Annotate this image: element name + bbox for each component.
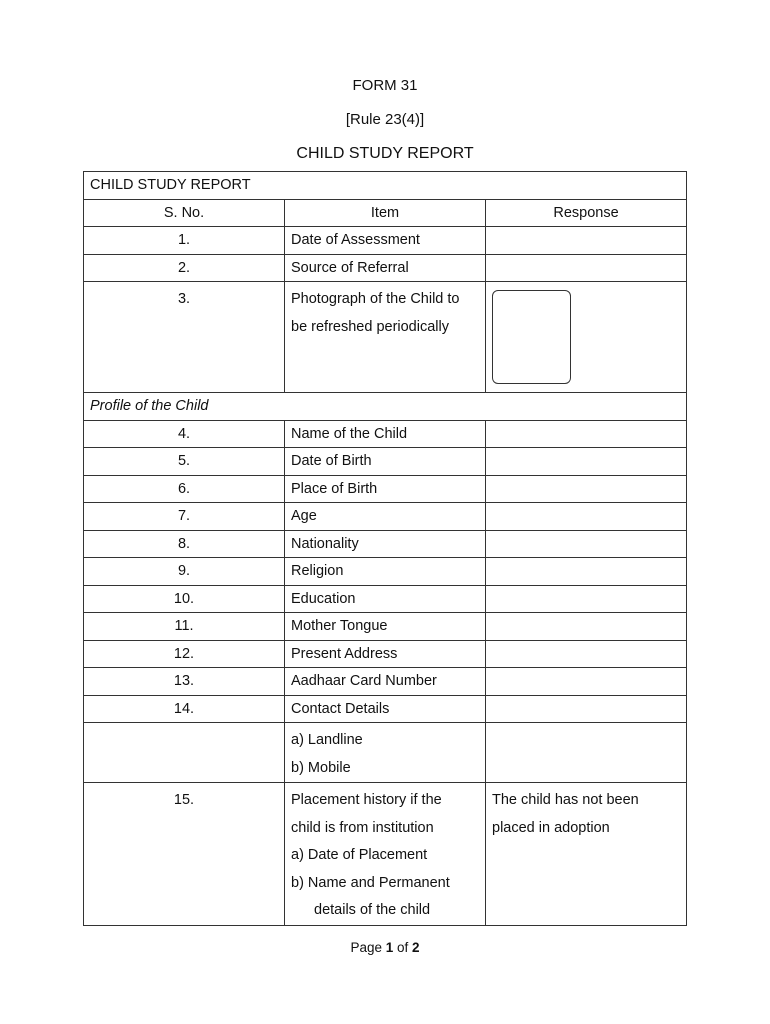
- row-item: Date of Birth: [285, 448, 486, 476]
- table-row: [84, 227, 687, 255]
- table-row: [84, 420, 687, 448]
- sub-item-mobile: b) Mobile: [291, 759, 351, 776]
- table-header-row: [84, 199, 687, 227]
- table-row-placement: [84, 783, 687, 926]
- page-title: CHILD STUDY REPORT: [296, 145, 474, 162]
- row-item: [285, 783, 486, 926]
- row-item: Education: [285, 585, 486, 613]
- row-number: 2.: [84, 254, 285, 282]
- page-footer: [0, 940, 770, 955]
- page-label: Page: [350, 940, 386, 955]
- row-item: [285, 282, 486, 393]
- response-field-present-address[interactable]: [486, 640, 687, 668]
- response-field-mother-tongue[interactable]: [486, 613, 687, 641]
- row-number: 7.: [84, 503, 285, 531]
- row-item: Religion: [285, 558, 486, 586]
- response-text: The child has not been placed in adoption: [492, 792, 639, 836]
- response-field-placement[interactable]: [486, 783, 687, 926]
- child-study-report-table: [83, 171, 687, 926]
- page-total: 2: [412, 940, 420, 955]
- response-field-education[interactable]: [486, 585, 687, 613]
- row-item-line: Placement history if the: [291, 792, 442, 808]
- table-caption-row: [84, 172, 687, 200]
- row-item: Place of Birth: [285, 475, 486, 503]
- row-number: 12.: [84, 640, 285, 668]
- row-number: 8.: [84, 530, 285, 558]
- table-row-contact-sub: [84, 723, 687, 783]
- row-item-line: Photograph of the Child to: [291, 291, 460, 307]
- row-number: 6.: [84, 475, 285, 503]
- table-row: [84, 585, 687, 613]
- sub-item-name-permanent: b) Name and Permanent: [291, 874, 450, 891]
- section-row: [84, 393, 687, 421]
- row-number: 14.: [84, 695, 285, 723]
- response-field-place-of-birth[interactable]: [486, 475, 687, 503]
- response-field-dob[interactable]: [486, 448, 687, 476]
- sub-item-landline: a) Landline: [291, 732, 363, 748]
- table-row-photo: [84, 282, 687, 393]
- row-number: 5.: [84, 448, 285, 476]
- sub-item-details: details of the child: [314, 902, 431, 918]
- row-item: Source of Referral: [285, 254, 486, 282]
- row-item: Nationality: [285, 530, 486, 558]
- row-item: [285, 723, 486, 783]
- response-field-date-of-assessment[interactable]: [486, 227, 687, 255]
- row-number: [84, 723, 285, 783]
- row-number: 11.: [84, 613, 285, 641]
- table-row: [84, 668, 687, 696]
- table-row: [84, 640, 687, 668]
- row-item: Date of Assessment: [285, 227, 486, 255]
- sub-item-date-of-placement: a) Date of Placement: [291, 847, 428, 863]
- table-row: [84, 530, 687, 558]
- response-field-landline-mobile[interactable]: [486, 723, 687, 783]
- table-row: [84, 503, 687, 531]
- row-item: Contact Details: [285, 695, 486, 723]
- table-row: [84, 613, 687, 641]
- response-field-name[interactable]: [486, 420, 687, 448]
- table-row: [84, 254, 687, 282]
- of-label: of: [393, 940, 413, 955]
- col-header-sno: S. No.: [84, 199, 285, 227]
- row-item-line: child is from institution: [291, 819, 434, 836]
- table-caption: CHILD STUDY REPORT: [84, 172, 687, 200]
- page-number: 1: [385, 940, 394, 955]
- row-item-line: be refreshed periodically: [291, 318, 449, 335]
- response-field-source-of-referral[interactable]: [486, 254, 687, 282]
- form-number: FORM 31: [352, 77, 418, 94]
- response-field-age[interactable]: [486, 503, 687, 531]
- row-item: Name of the Child: [285, 420, 486, 448]
- col-header-item: Item: [285, 199, 486, 227]
- table-row: [84, 475, 687, 503]
- table-row: [84, 695, 687, 723]
- row-item: Present Address: [285, 640, 486, 668]
- row-number: 13.: [84, 668, 285, 696]
- row-number: 9.: [84, 558, 285, 586]
- table-row: [84, 558, 687, 586]
- row-number: 15.: [84, 783, 285, 926]
- col-header-response: Response: [486, 199, 687, 227]
- response-field-religion[interactable]: [486, 558, 687, 586]
- row-number: 3.: [84, 282, 285, 393]
- row-number: 10.: [84, 585, 285, 613]
- response-field-aadhaar[interactable]: [486, 668, 687, 696]
- row-item: Mother Tongue: [285, 613, 486, 641]
- row-item: Aadhaar Card Number: [285, 668, 486, 696]
- response-field-nationality[interactable]: [486, 530, 687, 558]
- table-row: [84, 448, 687, 476]
- row-number: 1.: [84, 227, 285, 255]
- response-field-contact-details[interactable]: [486, 695, 687, 723]
- photo-placeholder[interactable]: [492, 290, 571, 384]
- section-profile-of-child: Profile of the Child: [84, 393, 687, 421]
- photo-cell: [486, 282, 687, 393]
- row-item: Age: [285, 503, 486, 531]
- row-number: 4.: [84, 420, 285, 448]
- form-rule: [Rule 23(4)]: [345, 111, 425, 128]
